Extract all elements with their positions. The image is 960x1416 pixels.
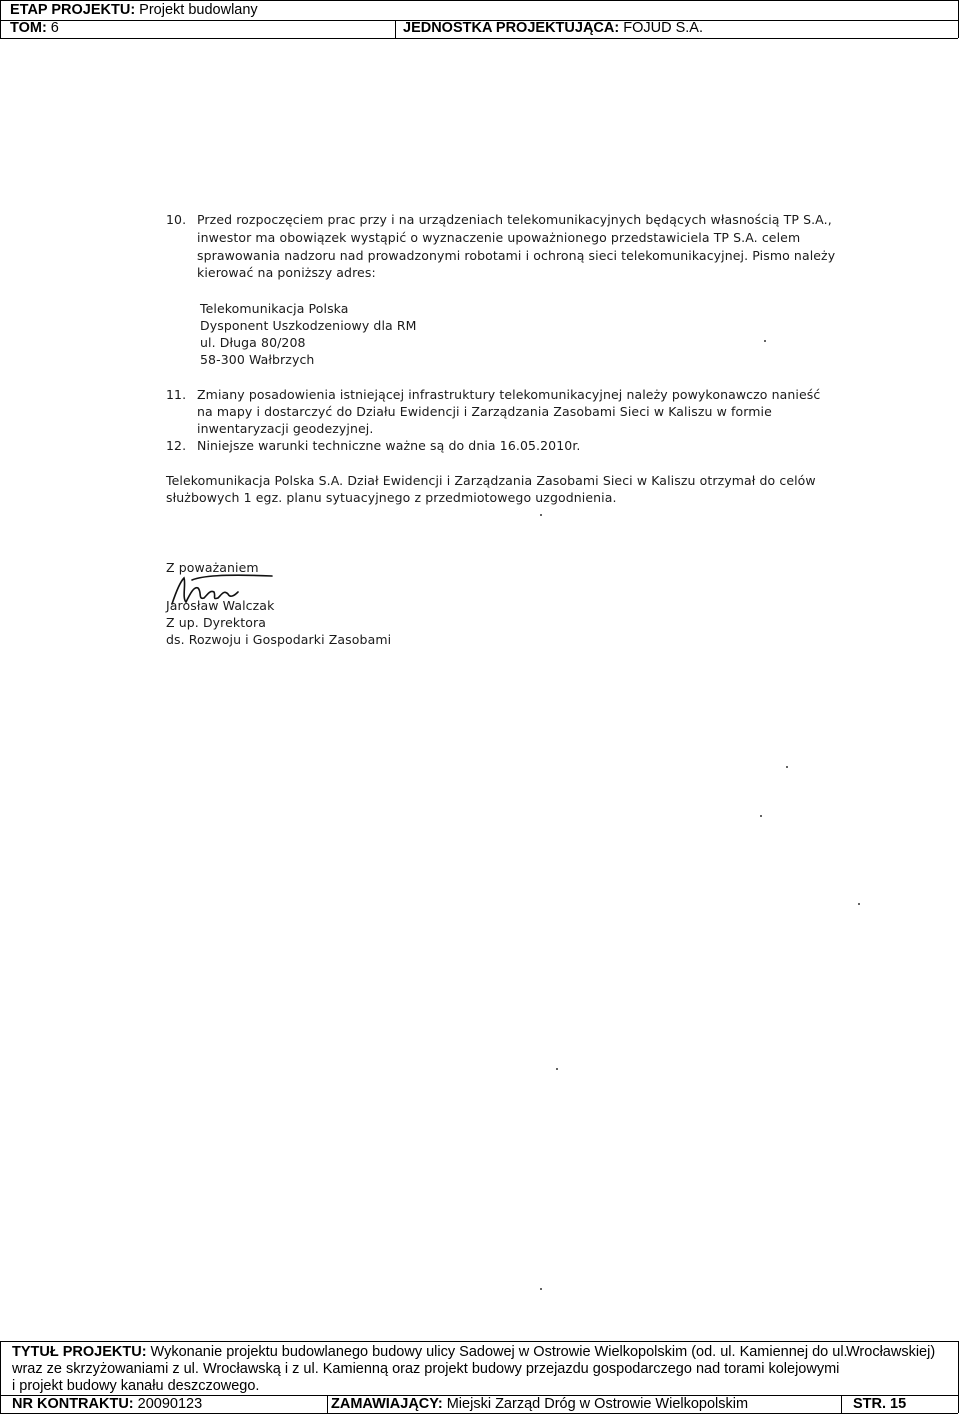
footer-top-border bbox=[0, 1341, 958, 1342]
jednostka-label: JEDNOSTKA PROJEKTUJĄCA: bbox=[403, 20, 620, 36]
address-line-4: 58-300 Wałbrzych bbox=[200, 352, 315, 367]
scan-speck bbox=[786, 766, 788, 768]
zam-label: ZAMAWIAJĄCY: bbox=[331, 1396, 443, 1412]
tytul-value-1: Wykonanie projektu budowlanego budowy ulicy Sadowej w Ostrowie Wielkopolskim (od. ul. Kamiennej do ul. bbox=[146, 1344, 848, 1360]
signer-role-2: ds. Rozwoju i Gospodarki Zasobami bbox=[166, 632, 392, 647]
jednostka-projektujaca bbox=[403, 20, 703, 37]
nr-label: NR KONTRAKTU: bbox=[12, 1396, 134, 1412]
item-12-line: Niniejsze warunki techniczne ważne są do dnia 16.05.2010r. bbox=[197, 438, 581, 453]
tytul-label: TYTUŁ PROJEKTU: bbox=[12, 1344, 147, 1360]
zam-value: Miejski Zarząd Dróg w Ostrowie Wielkopolskim bbox=[442, 1396, 749, 1412]
header-right-border bbox=[958, 0, 959, 38]
zamawiajacy bbox=[331, 1396, 748, 1413]
address-line-2: Dysponent Uszkodzeniowy dla RM bbox=[200, 318, 417, 333]
jednostka-value: FOJUD S.A. bbox=[619, 20, 703, 36]
footer-divider-1 bbox=[327, 1395, 328, 1413]
address-line-1: Telekomunikacja Polska bbox=[200, 301, 349, 316]
address-line-3: ul. Długa 80/208 bbox=[200, 335, 306, 350]
footer-divider-2 bbox=[841, 1395, 842, 1413]
footer-left-border bbox=[0, 1341, 1, 1413]
tytul-projektu-line-2: wraz ze skrzyżowaniami z ul. Wrocławską i z ul. Kamienną oraz projekt budowy przejazdu gospodarczego nad torami kolejowymi bbox=[12, 1361, 840, 1377]
item-12-number: 12. bbox=[166, 438, 187, 453]
item-11-line-3: inwentaryzacji geodezyjnej. bbox=[197, 421, 374, 436]
nr-value: 20090123 bbox=[133, 1396, 203, 1412]
tytul-line-1-end: Wrocławskiej) bbox=[846, 1344, 936, 1360]
etap-projektu bbox=[10, 2, 258, 19]
item-11-number: 11. bbox=[166, 387, 187, 402]
closing-line-1: Telekomunikacja Polska S.A. Dział Ewidencji i Zarządzania Zasobami Sieci w Kaliszu otrzymał do celów bbox=[166, 473, 816, 488]
scan-speck bbox=[760, 815, 762, 817]
page-number: STR. 15 bbox=[853, 1396, 907, 1412]
item-10-line-2: inwestor ma obowiązek wystąpić o wyznaczenie upoważnionego przedstawiciela TP S.A. celem bbox=[197, 230, 801, 245]
item-11-line-1: Zmiany posadowienia istniejącej infrastruktury telekomunikacyjnej należy powykonawczo nanieść bbox=[197, 387, 821, 402]
etap-label: ETAP PROJEKTU: bbox=[10, 2, 136, 18]
signer-name: Jarosław Walczak bbox=[166, 598, 275, 613]
item-10-line-4: kierować na poniższy adres: bbox=[197, 265, 376, 280]
scan-speck bbox=[764, 340, 766, 342]
item-10-line-3: sprawowania nadzoru nad prowadzonymi robotami i ochroną sieci telekomunikacyjnej. Pismo należy bbox=[197, 248, 836, 263]
tytul-projektu-line-3: i projekt budowy kanału deszczowego. bbox=[12, 1378, 260, 1394]
tom bbox=[10, 20, 59, 37]
scan-speck bbox=[858, 903, 860, 905]
tom-value: 6 bbox=[46, 20, 59, 36]
header-left-border bbox=[0, 0, 1, 38]
header-divider bbox=[395, 20, 396, 38]
footer-right-border bbox=[958, 1341, 959, 1413]
item-10-number: 10. bbox=[166, 212, 187, 227]
signer-role-1: Z up. Dyrektora bbox=[166, 615, 267, 630]
tytul-projektu-line-1 bbox=[12, 1344, 848, 1361]
tom-label: TOM: bbox=[10, 20, 47, 36]
nr-kontraktu bbox=[12, 1396, 202, 1413]
scan-speck bbox=[556, 1068, 558, 1070]
scan-speck bbox=[540, 514, 542, 516]
scan-speck bbox=[540, 1288, 542, 1290]
header-bottom-border bbox=[0, 38, 958, 39]
item-11-line-2: na mapy i dostarczyć do Działu Ewidencji i Zarządzania Zasobami Sieci w Kaliszu w formie bbox=[197, 404, 772, 419]
item-10-line-1: Przed rozpoczęciem prac przy i na urządzeniach telekomunikacyjnych będących własnością TP S.A., bbox=[197, 212, 832, 227]
closing-line-2: służbowych 1 egz. planu sytuacyjnego z przedmiotowego uzgodnienia. bbox=[166, 490, 617, 505]
header-top-border bbox=[0, 0, 958, 1]
footer-bottom-border bbox=[0, 1413, 958, 1414]
regards: Z poważaniem bbox=[166, 560, 259, 575]
etap-value: Projekt budowlany bbox=[135, 2, 258, 18]
